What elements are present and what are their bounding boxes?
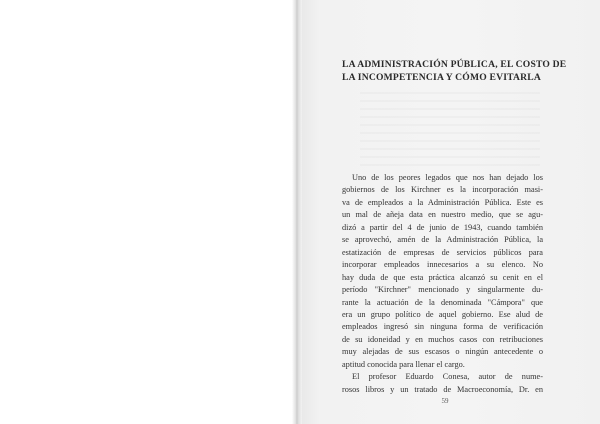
body-line: hay duda de que esta práctica alcanzó su cenit en el xyxy=(342,272,543,282)
body-text xyxy=(342,172,543,396)
body-line: se aprovechó, amén de la Administración Pública, la xyxy=(342,235,543,245)
body-line: Uno de los peores legados que nos han dejado los xyxy=(352,173,543,182)
left-page-blank xyxy=(0,0,296,424)
body-line: estatización de empresas de servicios públicos para xyxy=(342,247,543,257)
book-gutter xyxy=(292,0,302,424)
body-line: rosos libros y un tratado de Macroeconomía, Dr. en xyxy=(342,384,543,394)
page-number: 59 xyxy=(441,397,449,405)
body-line: un mal de añeja data en nuestro medio, que se agu- xyxy=(342,210,543,220)
body-line: era un grupo político de aquel gobierno. Ese alud de xyxy=(342,309,543,319)
body-line: muy alejadas de sus escasos o ningún antecedente o xyxy=(342,347,543,357)
body-line: período "Kirchner" mencionado y singularmente du- xyxy=(342,285,543,295)
body-line: aptitud conocida para llenar el cargo. xyxy=(342,359,465,369)
body-line: gobiernos de los Kirchner es la incorporación masi- xyxy=(342,185,543,195)
chapter-title-line-1: LA ADMINISTRACIÓN PÚBLICA, EL COSTO DE xyxy=(342,59,567,70)
chapter-title-line-2: LA INCOMPETENCIA Y CÓMO EVITARLA xyxy=(342,72,541,83)
body-line: rante la actuación de la denominada "Cámpora" que xyxy=(342,297,543,307)
body-line: incorporar empleados innecesarios a su elenco. No xyxy=(342,260,543,270)
chapter-title xyxy=(342,58,567,84)
body-line: dizó a partir del 4 de junio de 1943, cuando también xyxy=(342,222,543,232)
body-line: va de empleados a la Administración Pública. Este es xyxy=(342,197,543,207)
body-line: de su idoneidad y en muchos casos con retribuciones xyxy=(342,334,543,344)
body-line: empleados ingresó sin ninguna forma de verificación xyxy=(342,322,543,332)
paper-show-through xyxy=(360,92,540,172)
body-line: El profesor Eduardo Conesa, autor de nume- xyxy=(352,372,543,382)
